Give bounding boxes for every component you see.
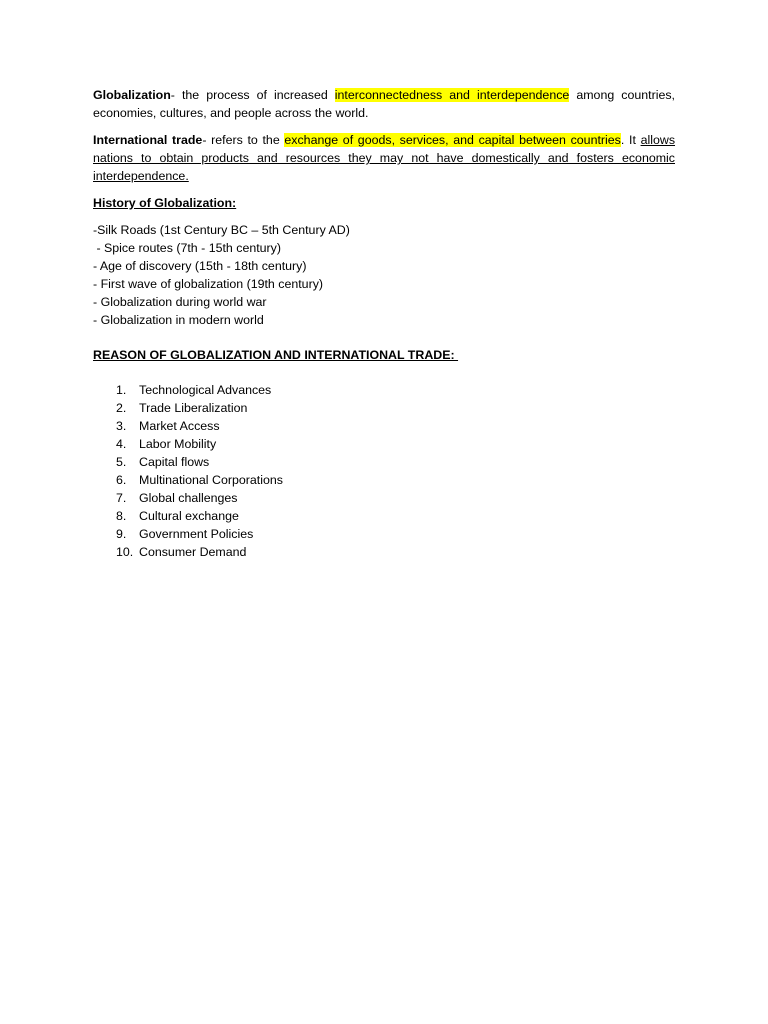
list-item-label: Global challenges: [139, 491, 238, 505]
document-body: [93, 86, 675, 561]
list-item-number: 5.: [116, 455, 127, 469]
international-trade-term: International trade: [93, 133, 203, 147]
list-item-number: 6.: [116, 473, 127, 487]
globalization-text-before: - the process of increased: [170, 88, 335, 102]
list-item-number: 1.: [116, 383, 127, 397]
list-item-number: 8.: [116, 509, 127, 523]
international-trade-text-before: - refers to the: [202, 133, 285, 147]
list-item-label: Technological Advances: [139, 383, 272, 397]
history-item: - First wave of globalization (19th century): [93, 277, 324, 291]
list-item: [93, 525, 675, 543]
globalization-highlight: interconnectedness and interdependence: [334, 88, 570, 102]
globalization-text-after: among countries, economies, cultures, and people across the world.: [93, 88, 675, 120]
list-item-label: Consumer Demand: [139, 545, 247, 559]
list-item-number: 10.: [116, 545, 134, 559]
history-item: - Age of discovery (15th - 18th century): [93, 259, 307, 273]
list-item: [93, 399, 675, 417]
list-item-label: Government Policies: [139, 527, 254, 541]
list-item: [93, 453, 675, 471]
list-item: [93, 489, 675, 507]
list-item: [93, 471, 675, 489]
list-item: [93, 417, 675, 435]
list-item: [93, 543, 675, 561]
list-item-label: Market Access: [139, 419, 220, 433]
list-item-number: 3.: [116, 419, 127, 433]
list-item-label: Labor Mobility: [139, 437, 217, 451]
list-item-label: Capital flows: [139, 455, 210, 469]
list-item: [93, 381, 675, 399]
list-item-label: Cultural exchange: [139, 509, 239, 523]
list-item: [93, 435, 675, 453]
list-item-label: Trade Liberalization: [139, 401, 248, 415]
list-item-number: 2.: [116, 401, 127, 415]
reasons-heading: REASON OF GLOBALIZATION AND INTERNATIONAL TRADE:: [93, 348, 459, 362]
globalization-term: Globalization: [93, 88, 171, 102]
history-item: - Globalization during world war: [93, 295, 267, 309]
history-item: - Spice routes (7th - 15th century): [93, 241, 282, 255]
history-item: -Silk Roads (1st Century BC – 5th Century AD): [93, 223, 350, 237]
list-item-label: Multinational Corporations: [139, 473, 283, 487]
history-heading: History of Globalization:: [93, 196, 237, 210]
list-item-number: 7.: [116, 491, 127, 505]
list-item-number: 9.: [116, 527, 127, 541]
history-item: - Globalization in modern world: [93, 313, 264, 327]
list-item-number: 4.: [116, 437, 127, 451]
international-trade-underlined: allows nations to obtain products and resources they may not have domestically and fosters economic interdependence.: [93, 133, 676, 183]
history-list: [93, 221, 675, 329]
international-trade-definition: [93, 131, 675, 185]
international-trade-text-mid: . It: [620, 133, 641, 147]
international-trade-highlight: exchange of goods, services, and capital between countries: [284, 133, 621, 147]
reasons-list: [93, 381, 675, 561]
list-item: [93, 507, 675, 525]
globalization-definition: [93, 86, 675, 122]
